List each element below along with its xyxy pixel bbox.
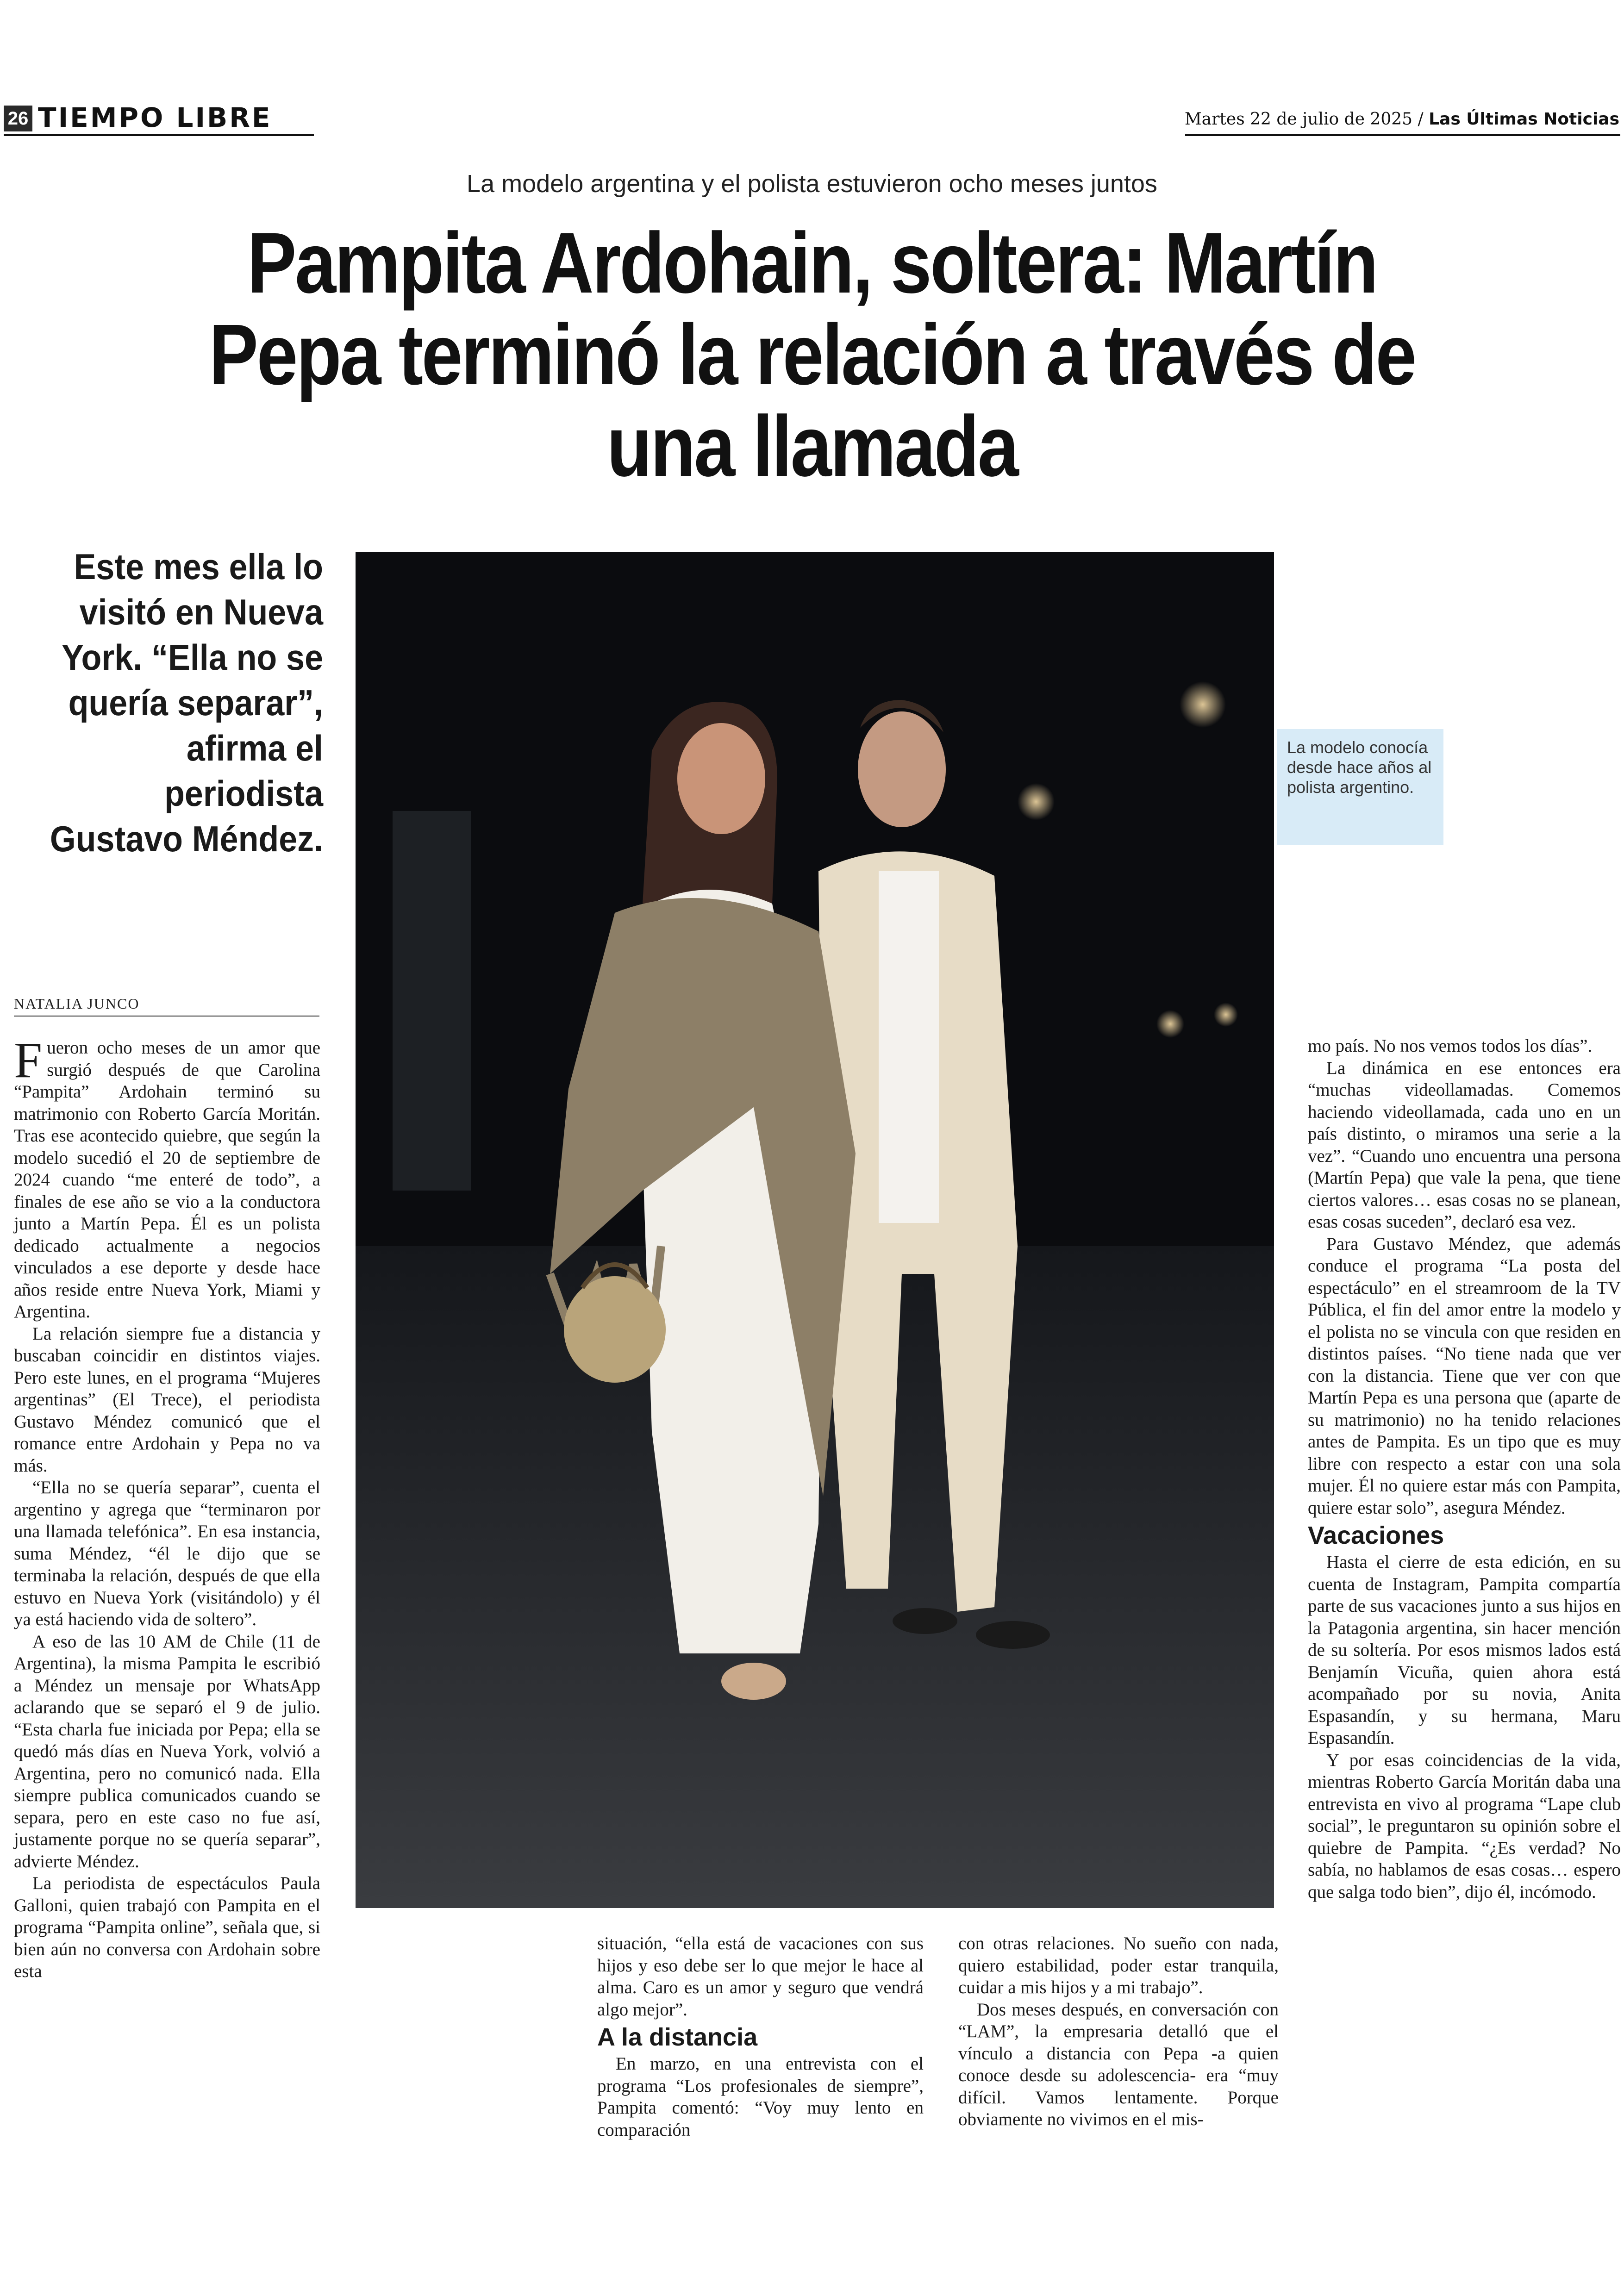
couple-photo-illustration	[356, 552, 1274, 1908]
drop-cap: F	[14, 1032, 43, 1088]
body-column-2	[597, 1933, 924, 2141]
paragraph: Dos meses después, en conversación con “LAM”, la empresaria detalló que el vínculo a distancia con Pepa -a quien conoce desde su adolescencia- era “muy difícil. Vamos lentamente. Porque obviamente no vivimos en el mis-	[958, 1999, 1279, 2129]
body-column-1	[14, 1032, 320, 1983]
paragraph: situación, “ella está de vacaciones con sus hijos y eso debe ser lo que mejor le hace al alma. Caro es un amor y seguro que vendrá algo mejor”.	[597, 1933, 924, 2020]
deck: Este mes ella lo visitó en Nueva York. “Ella no se quería separar”, afirma el periodista Gustavo Méndez.	[50, 546, 324, 859]
photo-caption: La modelo conocía desde hace años al polista argentino.	[1277, 729, 1443, 845]
body-column-4	[1308, 1035, 1621, 1903]
section-title: TIEMPO LIBRE	[38, 102, 272, 133]
paragraph: La dinámica en ese entonces era “muchas videollamadas. Comemos haciendo videollamada, cada uno en un país distinto, o miramos una serie a la vez”. “Cuando uno encuentra una persona (Martín Pepa) que vale la pena, que tiene ciertos valores… esas cosas no se planean, esas cosas suceden”, declaró esa vez.	[1308, 1058, 1621, 1232]
issue-date: Martes 22 de julio de 2025	[1184, 110, 1413, 129]
article-photo	[356, 552, 1274, 1908]
paragraph: La relación siempre fue a distancia y buscaban coincidir en distintos viajes. Pero este lunes, en el programa “Mujeres argentinas” (El Trece), el periodista Gustavo Méndez comunicó que el romance entre Ardohain y Pepa no va más.	[14, 1323, 320, 1476]
headline: Pampita Ardohain, soltera: Martín Pepa terminó la relación a través de una llamada	[209, 215, 1415, 494]
kicker: La modelo argentina y el polista estuvieron ocho meses juntos	[467, 170, 1157, 198]
paragraph: mo país. No nos vemos todos los días”.	[1308, 1036, 1593, 1056]
header-rule-right	[1185, 134, 1620, 136]
body-column-3	[958, 1933, 1279, 2131]
paragraph: A eso de las 10 AM de Chile (11 de Argentina), la misma Pampita le escribió a Méndez un mensaje por WhatsApp aclarando que se separó el 9 de julio. “Esta charla fue iniciada por Pepa; ella se quedó más días en Nueva York, volvió a Argentina, pero no comunicó nada. Ella siempre publica comunicados cuando se separa, pero en este caso no fue así, justamente porque no se quería separar”, advierte Méndez.	[14, 1631, 320, 1871]
paragraph: con otras relaciones. No sueño con nada, quiero estabilidad, poder estar tranquila, cuidar a mis hijos y a mi trabajo”.	[958, 1933, 1279, 1997]
paragraph: Para Gustavo Méndez, que además conduce el programa “La posta del espectáculo” en el streamroom de la TV Pública, el fin del amor entre la modelo y el polista no se vincula con que residen en distintos países. “No tiene nada que ver con la distancia. Tiene que ver con que Martín Pepa es una persona que (aparte de su matrimonio) no ha tenido relaciones antes de Pampita. Es un tipo que es muy libre con respecto a estar con una sola mujer. Él no quiere estar más con Pampita, quiere estar solo”, asegura Méndez.	[1308, 1234, 1621, 1518]
page-number: 26	[4, 106, 32, 131]
paragraph: Y por esas coincidencias de la vida, mientras Roberto García Moritán daba una entrevista en vivo al programa “Lape club social”, le preguntaron su opinión sobre el quiebre de Pampita. “¿Es verdad? No sabía, no hablamos de esas cosas… espero que salga todo bien”, dijo él, incómodo.	[1308, 1750, 1621, 1902]
paragraph-text: ueron ocho meses de un amor que surgió después de que Carolina “Pampita” Ardohain terminó su matrimonio con Roberto García Moritán. Tras ese acontecido quiebre, que según la modelo sucedió el 20 de septiembre de 2024 cuando “me enteré de todo”, a finales de ese año se vio a la conductora junto a Martín Pepa. Él es un polista dedicado actualmente a negocios vinculados a ese deporte y desde hace años reside entre Nueva York, Miami y Argentina.	[14, 1038, 320, 1322]
paragraph: La periodista de espectáculos Paula Galloni, quien trabajó con Pampita en el programa “Pampita online”, señala que, si bien aún no conversa con Ardohain sobre esta	[14, 1873, 320, 1981]
publication-name: Las Últimas Noticias	[1429, 110, 1619, 129]
byline-rule	[14, 1016, 319, 1017]
dateline	[1185, 108, 1619, 131]
dateline-separator: /	[1418, 110, 1424, 129]
paragraph: “Ella no se quería separar”, cuenta el argentino y agrega que “terminaron por una llamada telefónica”. En esa instancia, suma Méndez, “él le dijo que se terminaba la relación, después de que ella estuvo en Nueva York (visitándolo) y él ya está haciendo vida de soltero”.	[14, 1478, 320, 1629]
paragraph	[14, 1032, 320, 1323]
paragraph: Hasta el cierre de esta edición, en su cuenta de Instagram, Pampita compartía parte de sus vacaciones junto a sus hijos en la Patagonia argentina, sin hacer mención de su soltería. Por esos mismos lados está Benjamín Vicuña, quien ahora está acompañado por su novia, Anita Espasandín, y su hermana, Maru Espasandín.	[1308, 1552, 1621, 1748]
header-rule-left	[4, 134, 314, 136]
subheading: Vacaciones	[1308, 1522, 1444, 1549]
subheading: A la distancia	[597, 2023, 758, 2051]
byline: NATALIA JUNCO	[14, 995, 140, 1012]
paragraph: En marzo, en una entrevista con el programa “Los profesionales de siempre”, Pampita comentó: “Voy muy lento en comparación	[597, 2054, 924, 2140]
